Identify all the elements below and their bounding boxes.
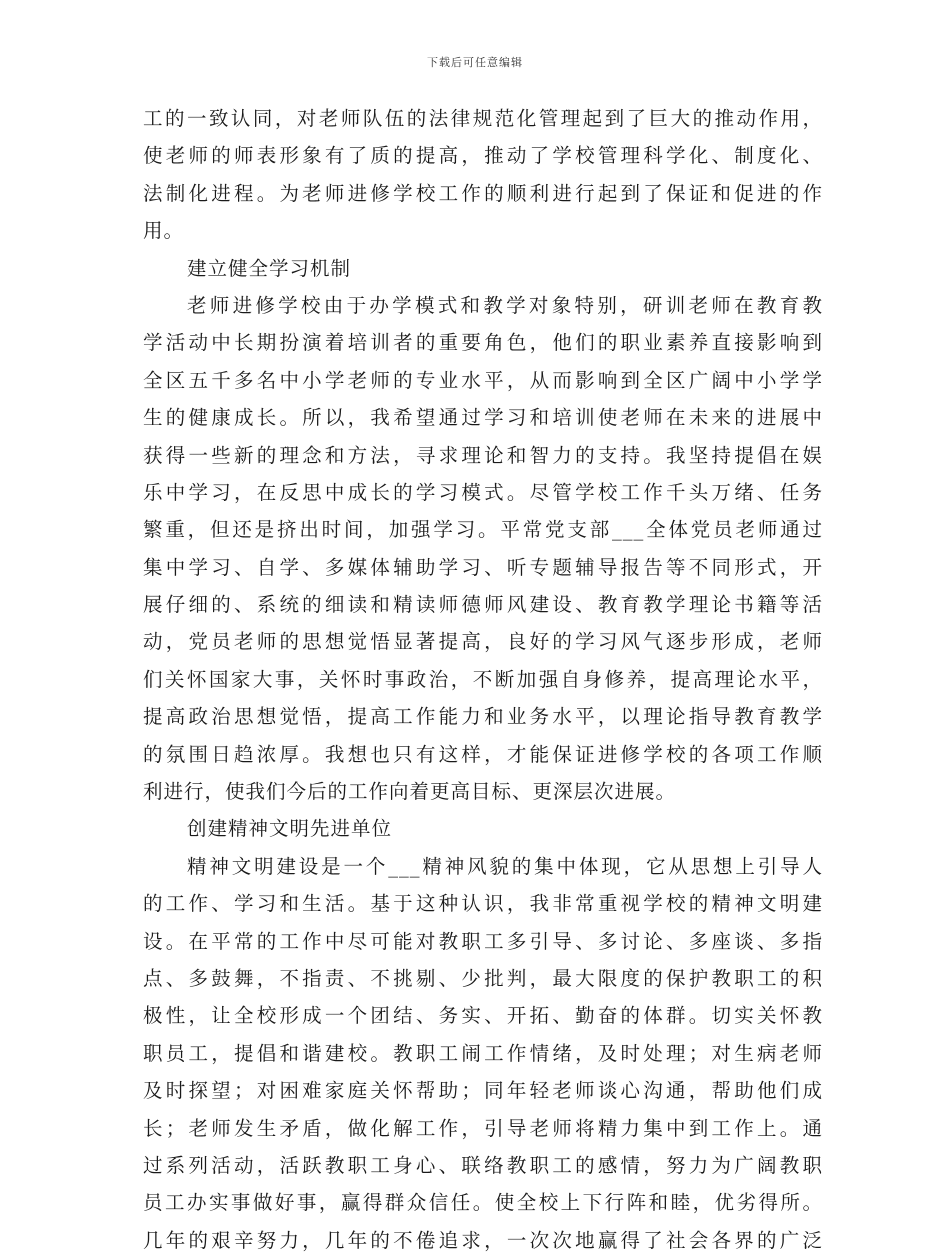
page-header: 下载后可任意编辑	[427, 56, 523, 69]
text-line: 全区五千多名中小学老师的专业水平，从而影响到全区广阔中小学学	[143, 368, 823, 392]
text-line: 精神文明建设是一个___精神风貌的集中体现，它从思想上引导人	[187, 854, 823, 878]
text-line: 的工作、学习和生活。基于这种认识，我非常重视学校的精神文明建	[143, 892, 823, 916]
text-line: 点、多鼓舞，不指责、不挑剔、少批判，最大限度的保护教职工的积	[143, 966, 823, 990]
text-line: 长；老师发生矛盾，做化解工作，引导老师将精力集中到工作上。通	[143, 1116, 823, 1140]
text-line: 过系列活动，活跃教职工身心、联络教职工的感情，努力为广阔教职	[143, 1153, 823, 1177]
text-line: 使老师的师表形象有了质的提高，推动了学校管理科学化、制度化、	[143, 144, 823, 168]
text-line: 动，党员老师的思想觉悟显著提高，良好的学习风气逐步形成，老师	[143, 630, 823, 654]
text-line: 学活动中长期扮演着培训者的重要角色，他们的职业素养直接影响到	[143, 331, 823, 355]
section-heading: 创建精神文明先进单位	[187, 817, 393, 841]
text-line: 员工办实事做好事，赢得群众信任。使全校上下行阵和睦，优劣得所。	[143, 1191, 823, 1215]
text-line: 法制化进程。为老师进修学校工作的顺利进行起到了保证和促进的作	[143, 181, 823, 205]
document-body	[143, 100, 823, 1259]
text-line: 极性，让全校形成一个团结、务实、开拓、勤奋的体群。切实关怀教	[143, 1004, 823, 1028]
text-line: 老师进修学校由于办学模式和教学对象特别，研训老师在教育教	[187, 293, 823, 317]
text-line: 提高政治思想觉悟，提高工作能力和业务水平，以理论指导教育教学	[143, 705, 823, 729]
text-line: 及时探望；对困难家庭关怀帮助；同年轻老师谈心沟通，帮助他们成	[143, 1079, 823, 1103]
section-heading: 建立健全学习机制	[187, 256, 352, 280]
text-line: 几年的艰辛努力，几年的不倦追求，一次次地赢得了社会各界的广泛	[143, 1228, 823, 1252]
text-line: 们关怀国家大事，关怀时事政治，不断加强自身修养，提高理论水平，	[143, 667, 823, 691]
text-line: 工的一致认同，对老师队伍的法律规范化管理起到了巨大的推动作用，	[143, 107, 823, 130]
text-line: 生的健康成长。所以，我希望通过学习和培训使老师在未来的进展中	[143, 406, 823, 430]
text-line: 利进行，使我们今后的工作向着更高目标、更深层次进展。	[143, 780, 677, 804]
text-line: 的氛围日趋浓厚。我想也只有这样，才能保证进修学校的各项工作顺	[143, 742, 823, 766]
text-line: 集中学习、自学、多媒体辅助学习、听专题辅导报告等不同形式，开	[143, 555, 823, 579]
text-line: 获得一些新的理念和方法，寻求理论和智力的支持。我坚持提倡在娱	[143, 443, 823, 467]
text-line: 展仔细的、系统的细读和精读师德师风建设、教育教学理论书籍等活	[143, 593, 823, 617]
text-line: 职员工，提倡和谐建校。教职工闹工作情绪，及时处理；对生病老师	[143, 1041, 823, 1065]
text-line: 设。在平常的工作中尽可能对教职工多引导、多讨论、多座谈、多指	[143, 929, 823, 953]
text-line: 用。	[143, 219, 185, 243]
text-line: 乐中学习，在反思中成长的学习模式。尽管学校工作千头万绪、任务	[143, 480, 823, 504]
text-line: 繁重，但还是挤出时间，加强学习。平常党支部___全体党员老师通过	[143, 518, 823, 542]
